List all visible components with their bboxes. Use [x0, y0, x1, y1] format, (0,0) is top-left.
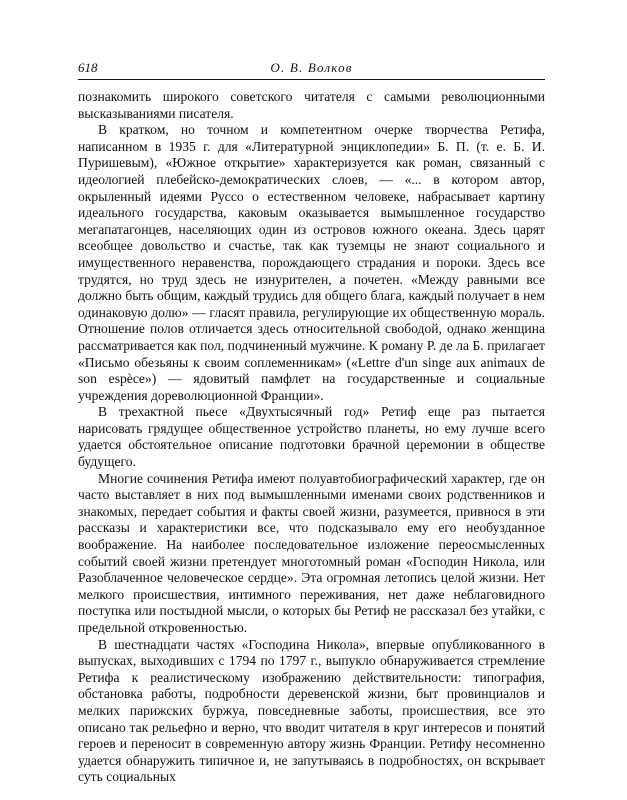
paragraph: познакомить широкого советского читателя с самыми революционными высказываниями писателя.	[78, 89, 545, 121]
header-rule	[78, 79, 545, 80]
running-title: О. В. Волков	[270, 60, 353, 75]
paragraph: В трехактной пьесе «Двухтысячный год» Ретиф еще раз пытается нарисовать грядущее общественное устройство планеты, но ему лучше всего удается обстоятельное описание подготовки брачной церемонии в обществе будущего.	[78, 404, 545, 470]
paragraph: В шестнадцати частях «Господина Никола», впервые опубликованного в выпусках, выходивших с 1794 по 1797 г., выпукло обнаруживается стремление Ретифа к реалистическому изображению действительности: типография, обстановка работы, подробности деревенской жизни, быт провинциалов и мелких парижских буржуа, повседневные заботы, происшествия, все это описано так рельефно и верно, что вводит читателя в круг интересов и понятий героев и переносит в современную автору жизнь Франции. Ретифу несомненно удается обнаружить типичное и, не запутываясь в подробностях, он вскрывает суть социальных	[78, 636, 545, 785]
paragraph: В кратком, но точном и компетентном очерке творчества Ретифа, написанном в 1935 г. для «Литературной энциклопедии» Б. П. (т. е. Б. И. Пуришевым), «Южное открытие» характеризуется как роман, связанный с идеологией плебейско-демократических слоев, — «... в котором автор, окрыленный идеями Руссо о естественном человеке, набрасывает картину идеального государства, каковым оказывается вымышленное государство мегапатагонцев, населяющих один из островов южного океана. Здесь царят всеобщее довольство и счастье, так как туземцы не знают социального и имущественного неравенства, порождающего страдания и пороки. Здесь все трудятся, но труд здесь не изнурителен, а почетен. «Между равными все должно быть общим, каждый трудись для общего блага, каждый получает в нем одинаковую долю» — гласят правила, регулирующие их общественную мораль. Отношение полов отличается здесь относительной свободой, однако женщина рассматривается как пол, подчиненный мужчине. К роману Р. де ла Б. прилагает «Письмо обезьяны к своим соплеменникам» («Lettre d'un singe aux animaux de son espèce») — ядовитый памфлет на государственные и социальные учреждения дореволюционной Франции».	[78, 122, 545, 403]
page-number: 618	[78, 60, 98, 75]
paragraph: Многие сочинения Ретифа имеют полуавтобиографический характер, где он часто выставляет в них под вымышленными именами своих родственников и знакомых, передает события и факты своей жизни, разумеется, привнося в эти рассказы и характеристики все, что подсказывало ему его необузданное воображение. На наиболее последовательное изложение переосмысленных событий своей жизни претендует многотомный роман «Господин Никола, или Разоблаченное человеческое сердце». Эта огромная летопись целой жизни. Нет мелкого происшествия, интимного переживания, нет даже неблаговидного поступка или постыдной мысли, о которых бы Ретиф не рассказал без утайки, с предельной откровенностью.	[78, 470, 545, 635]
running-head	[78, 60, 545, 78]
body-text	[78, 89, 545, 786]
